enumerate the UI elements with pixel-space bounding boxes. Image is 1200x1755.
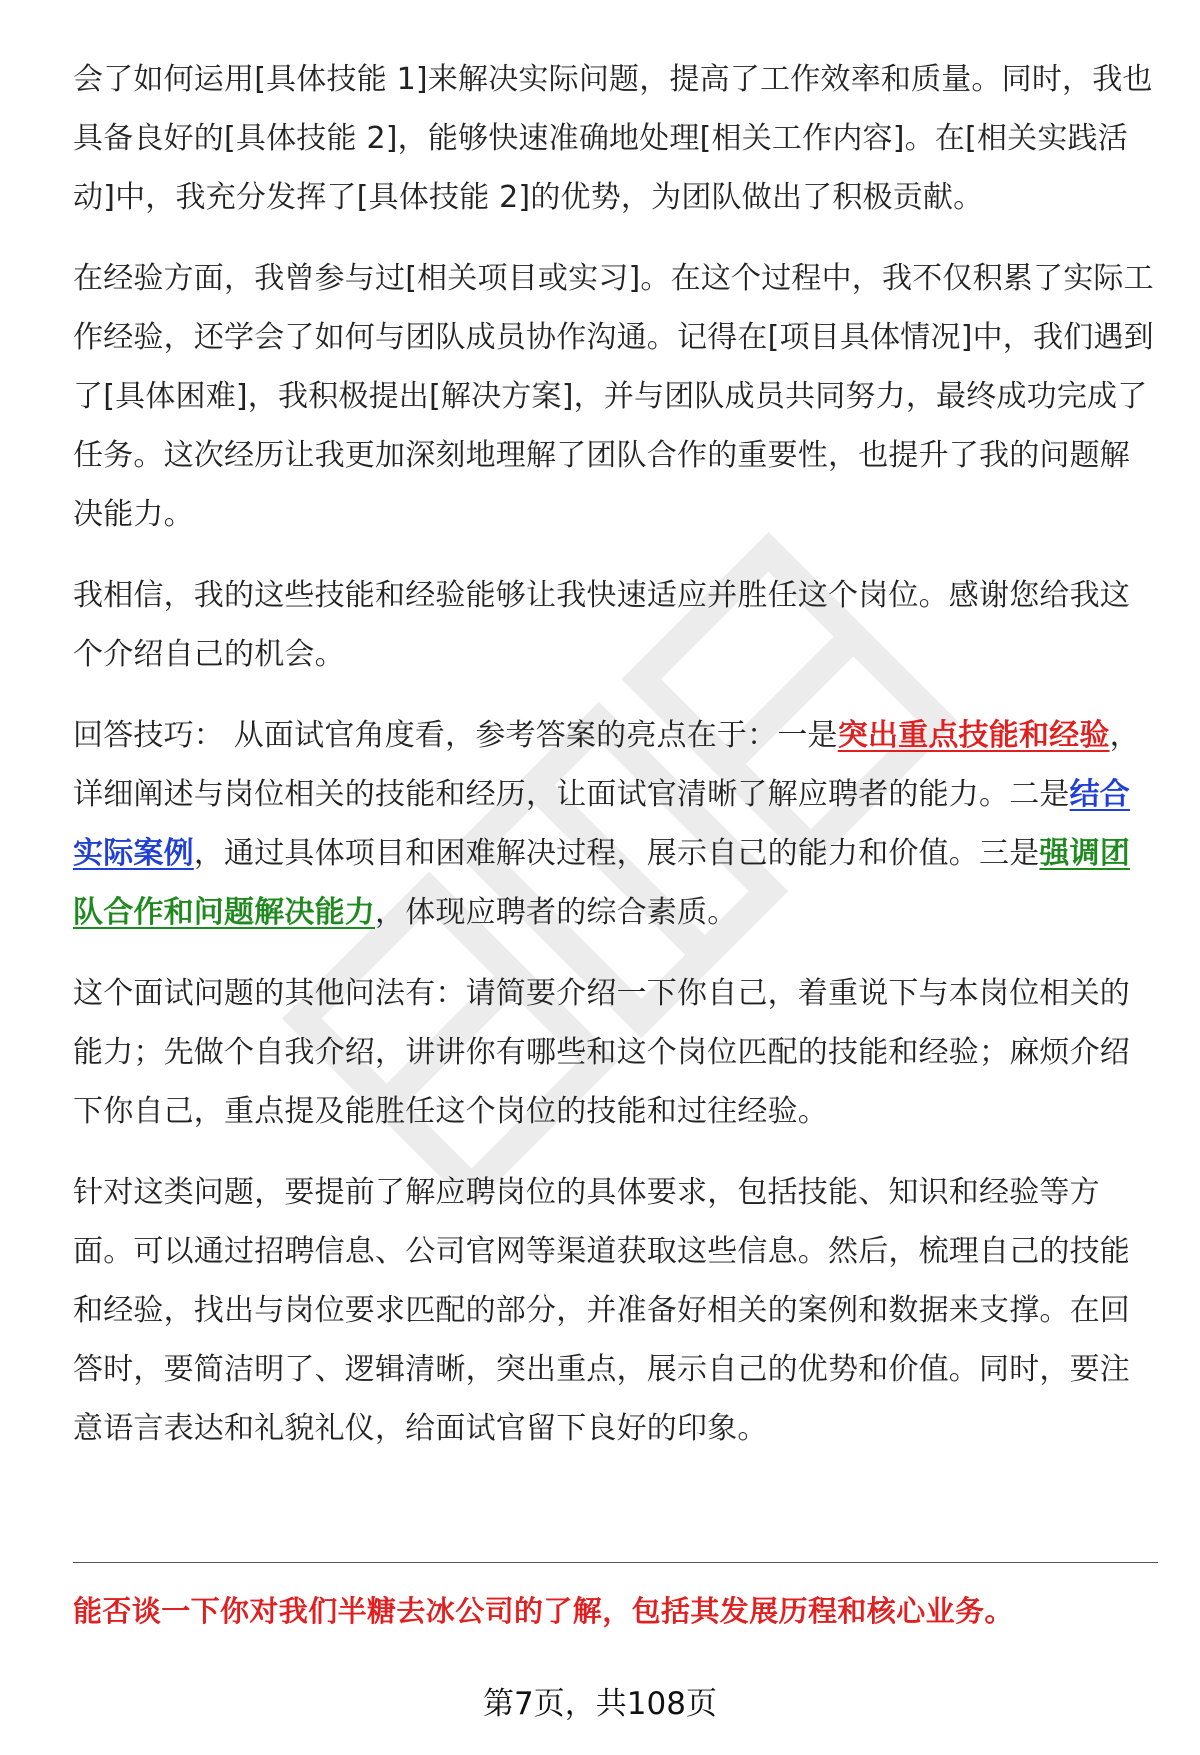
paragraph-preparation-advice: 针对这类问题，要提前了解应聘岗位的具体要求，包括技能、知识和经验等方面。可以通过招聘信息、公司官网等渠道获取这些信息。然后，梳理自己的技能和经验，找出与岗位要求匹配的部分，并准备好相关的案例和数据来支撑。在回答时，要简洁明了、逻辑清晰，突出重点，展示自己的优势和价值。同时，要注意语言表达和礼貌礼仪，给面试官留下良好的印象。 — [73, 1175, 1130, 1446]
tips-tail-text: ，体现应聘者的综合素质。 — [375, 895, 738, 930]
tips-mid-text-2: ，通过具体项目和困难解决过程，展示自己的能力和价值。三是 — [193, 836, 1040, 871]
next-question-heading: 能否谈一下你对我们半糖去冰公司的了解，包括其发展历程和核心业务。 — [73, 1594, 1014, 1628]
highlight-real-cases: 结合实际案例 — [73, 777, 1131, 871]
page-number-footer: 第7页，共108页 — [483, 1686, 717, 1722]
paragraph-alternative-questions: 这个面试问题的其他问法有：请简要介绍一下你自己，着重说下与本岗位相关的能力；先做个自我介绍，讲讲你有哪些和这个岗位匹配的技能和经验；麻烦介绍下你自己，重点提及能胜任这个岗位的技能和过往经验。 — [73, 976, 1130, 1129]
paragraph-answer-tips — [73, 706, 1158, 942]
paragraph-skills: 会了如何运用[具体技能 1]来解决实际问题，提高了工作效率和质量。同时，我也具备良好的[具体技能 2]，能够快速准确地处理[相关工作内容]。在[相关实践活动]中，我充分发挥了[具体技能 2]的优势，为团队做出了积极贡献。 — [73, 62, 1153, 215]
main-content — [73, 50, 1158, 1480]
tips-lead-text: 回答技巧： 从面试官角度看，参考答案的亮点在于：一是 — [73, 718, 838, 753]
paragraph-experience: 在经验方面，我曾参与过[相关项目或实习]。在这个过程中，我不仅积累了实际工作经验，还学会了如何与团队成员协作沟通。记得在[项目具体情况]中，我们遇到了[具体困难]，我积极提出[解决方案]，并与团队成员共同努力，最终成功完成了任务。这次经历让我更加深刻地理解了团队合作的重要性，也提升了我的问题解决能力。 — [73, 261, 1154, 532]
paragraph-closing: 我相信，我的这些技能和经验能够让我快速适应并胜任这个岗位。感谢您给我这个介绍自己的机会。 — [73, 578, 1130, 672]
highlight-key-skills: 突出重点技能和经验 — [837, 718, 1110, 753]
section-divider — [73, 1562, 1158, 1563]
tips-mid-text-1: ，详细阐述与岗位相关的技能和经历，让面试官清晰了解应聘者的能力。二是 — [73, 718, 1140, 812]
highlight-teamwork: 强调团队合作和问题解决能力 — [73, 836, 1131, 930]
